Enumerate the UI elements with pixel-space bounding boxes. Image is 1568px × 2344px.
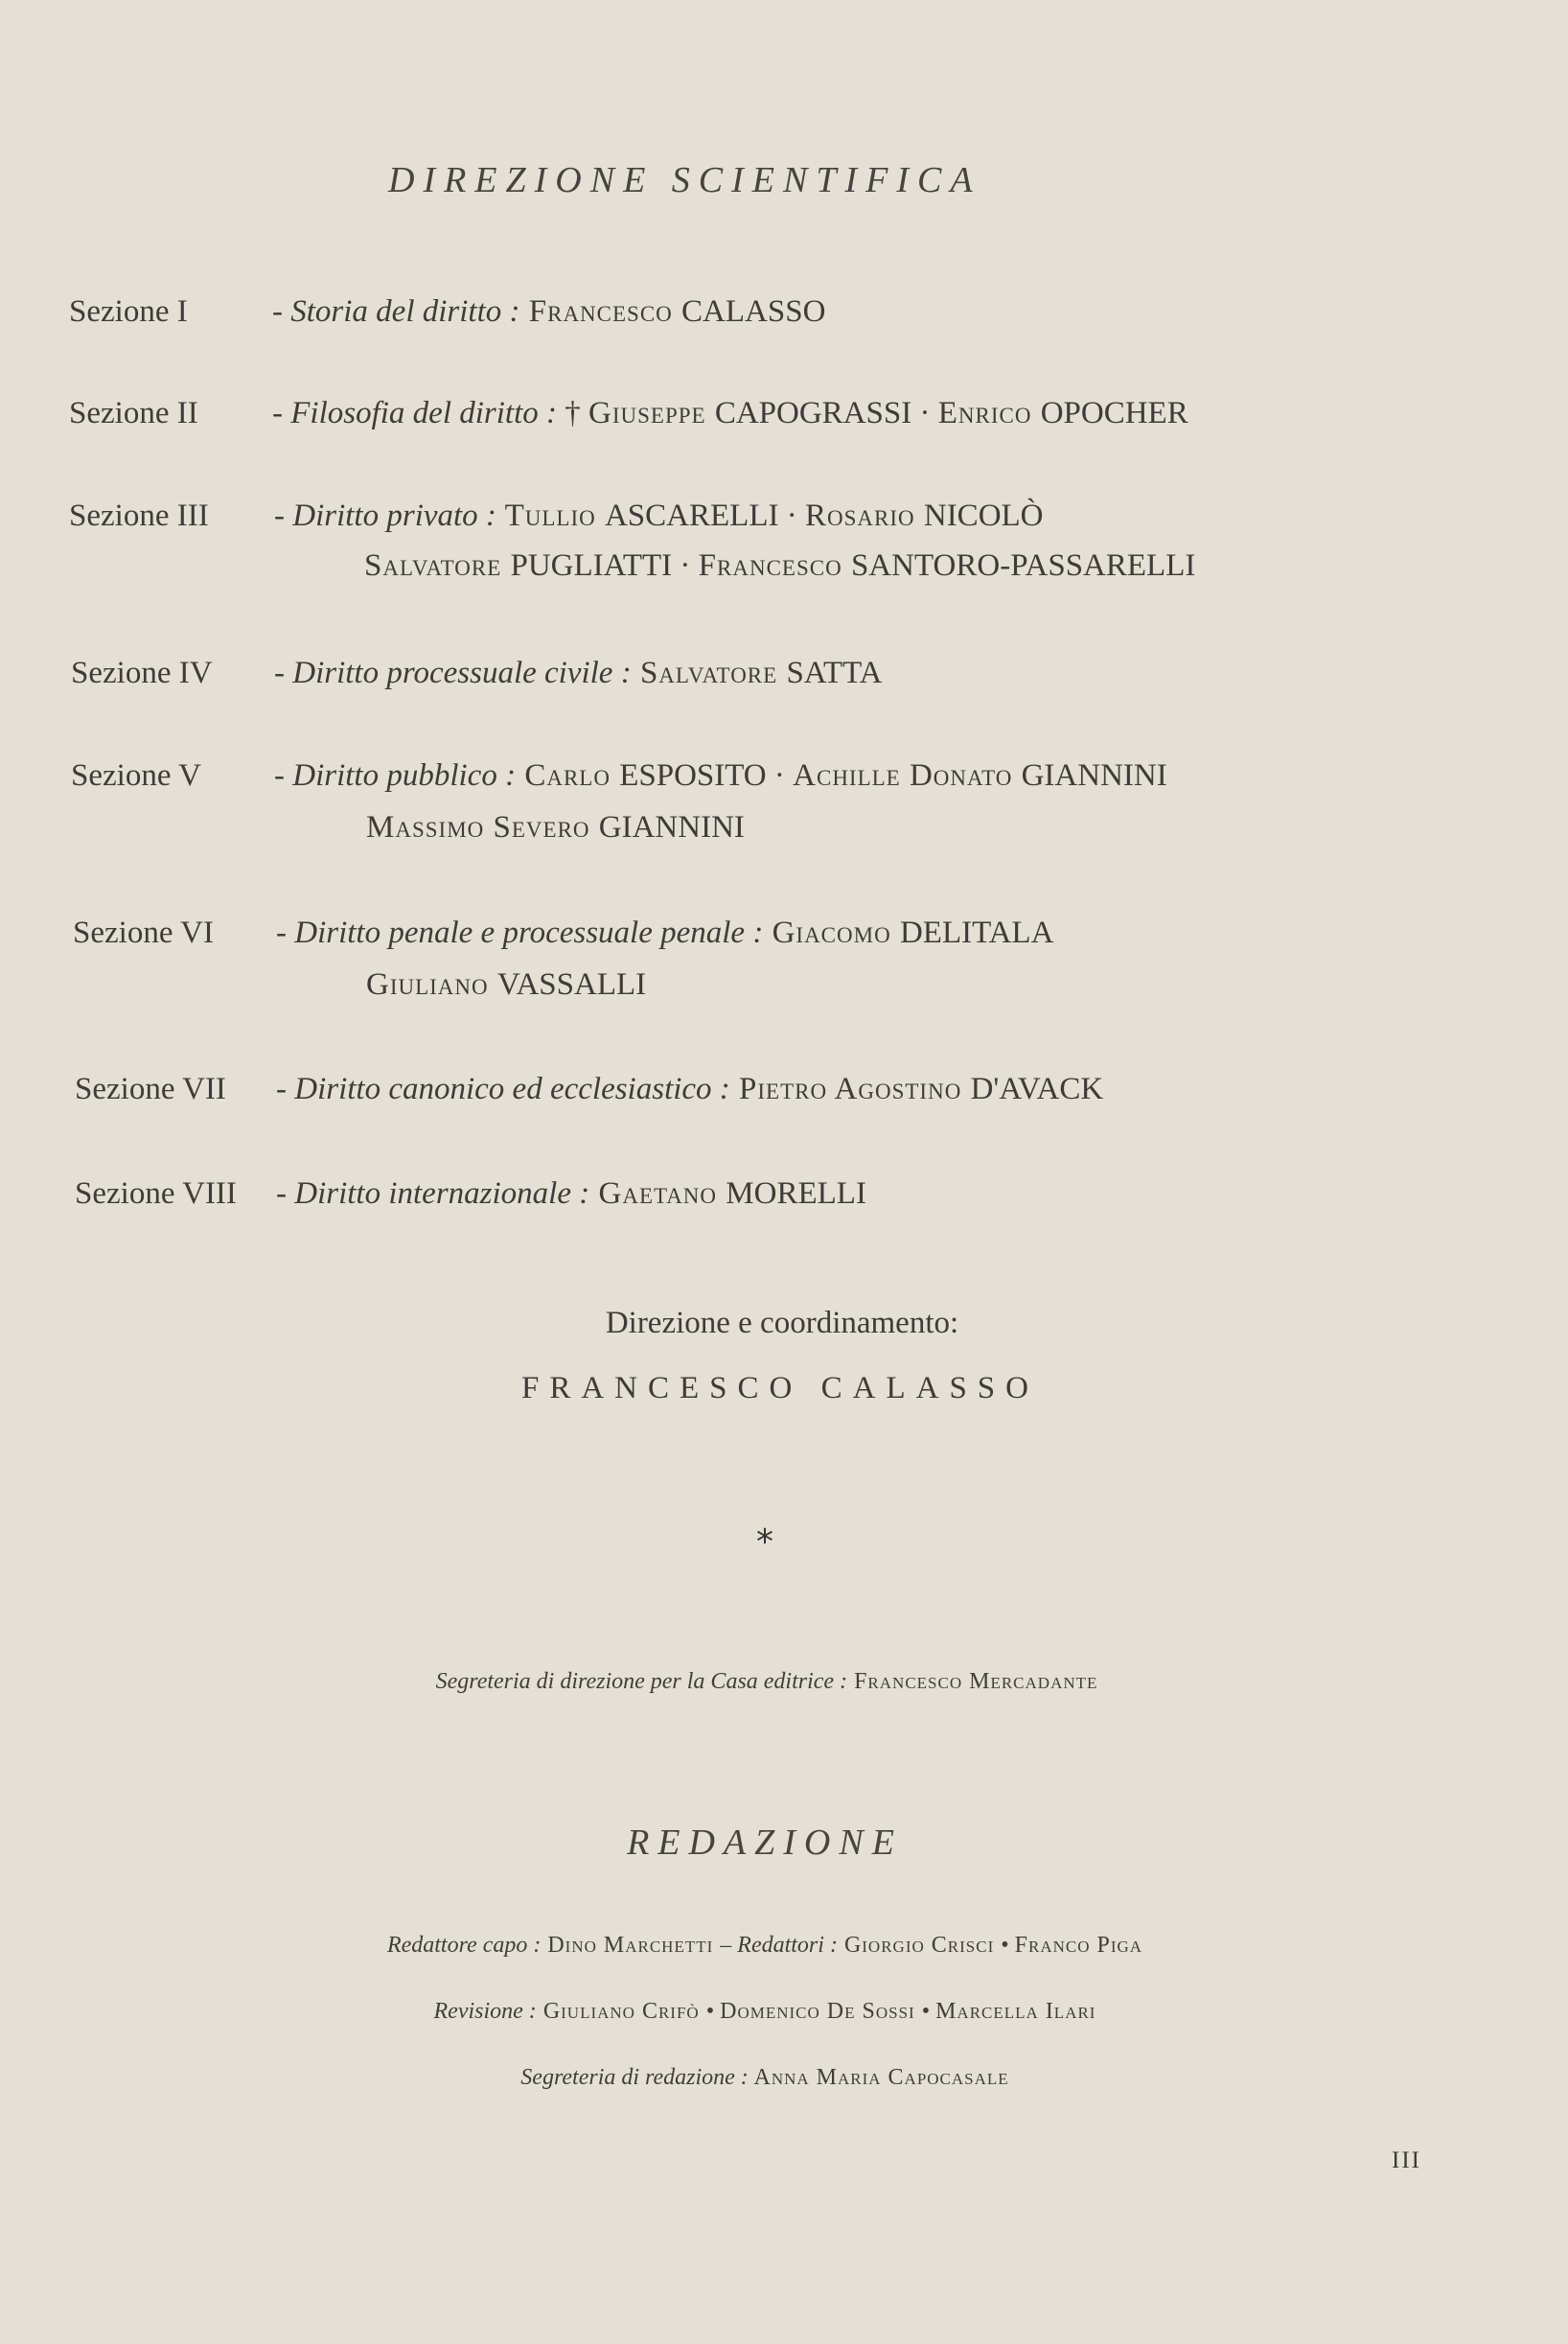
section-line	[274, 499, 1044, 534]
text-run: SANTORO-PASSARELLI	[850, 548, 1196, 583]
text-run: -	[276, 1176, 295, 1211]
text-run: CAPOGRASSI	[714, 396, 912, 430]
text-run: -	[272, 294, 291, 329]
role-label: Diritto internazionale :	[294, 1176, 590, 1211]
section-label: Sezione IV	[71, 656, 213, 690]
person-name: Giuliano	[366, 967, 497, 1002]
page-number: III	[1392, 2147, 1421, 2173]
text-run: ·	[766, 758, 794, 793]
role-label: Revisione :	[433, 1999, 537, 2024]
person-name: Francesco	[698, 548, 851, 583]
section-label: Sezione I	[69, 294, 188, 329]
redazione-line	[0, 1999, 1549, 2025]
section-label: Sezione VI	[73, 916, 214, 950]
heading-redazione: REDAZIONE	[627, 1822, 903, 1863]
separator-asterisk: *	[756, 1522, 773, 1562]
person-name: Giorgio Crisci	[837, 1933, 1002, 1958]
text-run: ·	[672, 548, 699, 583]
text-run: OPOCHER	[1040, 396, 1188, 430]
section-line-continued	[364, 548, 1195, 584]
section-label: Sezione II	[69, 396, 198, 430]
role-label: Segreteria di redazione :	[520, 2065, 749, 2090]
role-label: Storia del diritto :	[290, 294, 520, 329]
text-run: ASCARELLI	[604, 499, 779, 533]
text-run: –	[720, 1933, 738, 1958]
person-name: Francesco Mercadante	[847, 1669, 1098, 1694]
text-run: GIANNINI	[1021, 758, 1167, 793]
role-label: Redattori :	[737, 1933, 838, 1958]
text-run: -	[274, 656, 293, 690]
role-label: Redattore capo :	[386, 1933, 542, 1958]
redazione-line	[0, 1933, 1549, 1959]
person-name: Salvatore	[364, 548, 511, 583]
text-run: -	[276, 1072, 295, 1106]
person-name: Massimo Severo	[366, 810, 599, 845]
section-label: Sezione III	[69, 499, 209, 533]
text-run: GIANNINI	[598, 810, 745, 845]
section-line-continued	[366, 967, 646, 1003]
person-name: Carlo	[516, 758, 620, 793]
role-label: Filosofia del diritto :	[290, 396, 557, 430]
text-run: †	[557, 396, 588, 430]
person-name: Dino Marchetti	[541, 1933, 721, 1958]
person-name: Giuliano Crifò	[536, 1999, 706, 2024]
person-name: Pietro Agostino	[729, 1072, 971, 1106]
person-name: Domenico De Sossi	[720, 1999, 922, 2024]
role-label: Diritto canonico ed ecclesiastico :	[294, 1072, 730, 1106]
text-run: -	[272, 396, 291, 430]
text-run: VASSALLI	[496, 967, 647, 1002]
text-run: •	[1001, 1933, 1015, 1958]
text-run: SATTA	[786, 656, 883, 690]
section-line	[274, 656, 882, 691]
text-run: ·	[778, 499, 805, 533]
section-label: Sezione V	[71, 758, 201, 793]
section-line	[276, 916, 1053, 951]
text-run: -	[276, 916, 295, 950]
person-name: Enrico	[937, 396, 1041, 430]
redazione-line	[0, 2065, 1549, 2091]
section-line	[274, 758, 1167, 794]
coordination-name: FRANCESCO CALASSO	[520, 1371, 1039, 1405]
person-name: Rosario	[804, 499, 924, 533]
section-label: Sezione VIII	[75, 1176, 237, 1211]
role-label: Segreteria di direzione per la Casa editrice :	[435, 1669, 848, 1694]
text-run: ·	[911, 396, 938, 430]
text-run: -	[274, 499, 293, 533]
text-run: CALASSO	[681, 294, 826, 329]
section-line-continued	[366, 810, 745, 846]
role-label: Diritto privato :	[292, 499, 496, 533]
section-line	[276, 1176, 866, 1212]
person-name: Giuseppe	[588, 396, 715, 430]
person-name: Franco Piga	[1014, 1933, 1143, 1958]
section-line	[272, 396, 1188, 431]
text-run: PUGLIATTI	[510, 548, 673, 583]
role-label: Diritto penale e processuale penale :	[294, 916, 764, 950]
person-name: Francesco	[519, 294, 682, 329]
person-name: Salvatore	[631, 656, 787, 690]
text-run: •	[705, 1999, 721, 2024]
role-label: Diritto processuale civile :	[292, 656, 632, 690]
section-line	[276, 1072, 1103, 1107]
person-name: Gaetano	[589, 1176, 726, 1211]
section-label: Sezione VII	[75, 1072, 226, 1106]
person-name: Tullio	[496, 499, 605, 533]
person-name: Marcella Ilari	[935, 1999, 1096, 2024]
text-run: MORELLI	[726, 1176, 866, 1211]
heading-direzione-scientifica: DIREZIONE SCIENTIFICA	[388, 160, 981, 200]
text-run: ESPOSITO	[619, 758, 767, 793]
coordination-label: Direzione e coordinamento:	[605, 1306, 959, 1340]
person-name: Achille Donato	[793, 758, 1022, 793]
section-line	[272, 294, 825, 330]
text-run: •	[921, 1999, 936, 2024]
text-run: DELITALA	[899, 916, 1054, 950]
text-run: NICOLÒ	[923, 499, 1044, 533]
secretariat-line	[0, 1669, 1551, 1695]
text-run: D'AVACK	[970, 1072, 1104, 1106]
text-run: -	[274, 758, 293, 793]
person-name: Anna Maria Capocasale	[748, 2065, 1009, 2090]
person-name: Giacomo	[763, 916, 900, 950]
role-label: Diritto pubblico :	[292, 758, 517, 793]
